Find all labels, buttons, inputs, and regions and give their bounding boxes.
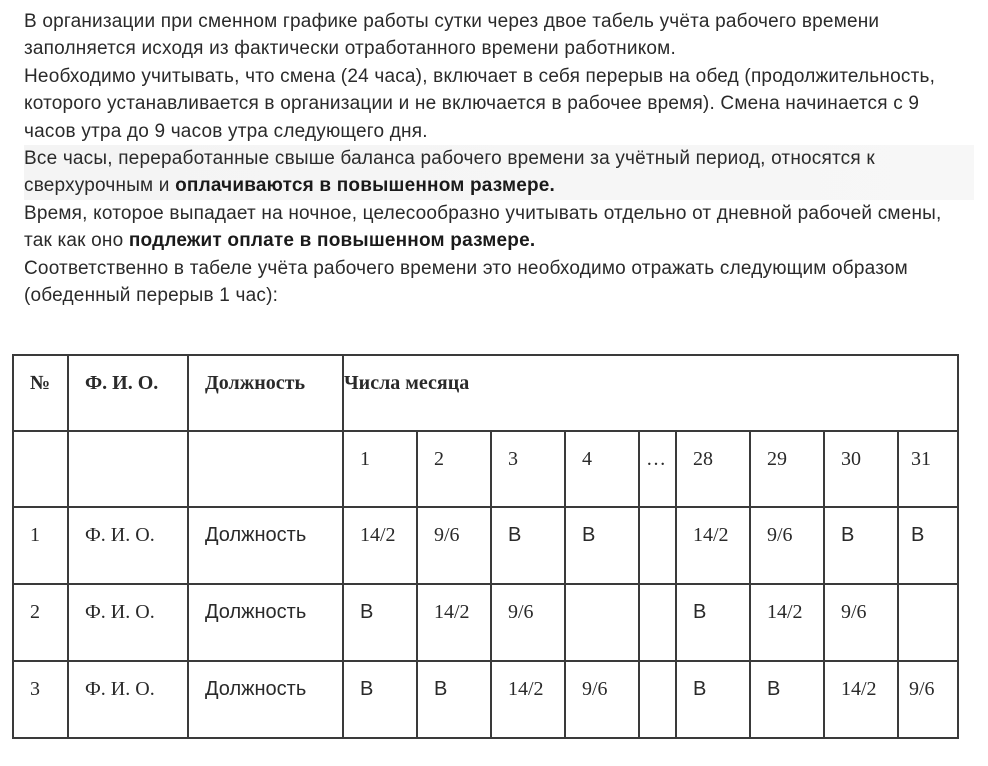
row-cell: В (343, 661, 417, 738)
paragraph-4-bold: подлежит оплате в повышенном размере. (128, 230, 536, 252)
header-days-title: Числа месяца (343, 355, 958, 431)
paragraph-4-text: Время, которое выпадает на ночное, целесообразно учитывать отдельно от дневной рабочей смены, так как оно (24, 202, 942, 252)
header-row (13, 355, 958, 431)
table-row (13, 507, 958, 584)
row-fio: Ф. И. О. (68, 507, 188, 584)
row-cell: 14/2 (676, 507, 750, 584)
paragraph-4 (24, 200, 974, 255)
days-row-empty-num (13, 431, 68, 507)
paragraph-2: Необходимо учитывать, что смена (24 часа), включает в себя перерыв на обед (продолжительность, которого устанавливается в организации и не включается в рабочее время). Смена начинается с 9 часов утра до 9 часов утра следующего дня. (24, 65, 936, 142)
row-cell: 9/6 (750, 507, 824, 584)
day-30: 30 (824, 431, 898, 507)
row-fio: Ф. И. О. (68, 661, 188, 738)
row-cell: В (676, 584, 750, 661)
day-ellipsis: … (639, 431, 676, 507)
row-cell (639, 507, 676, 584)
row-cell: 14/2 (491, 661, 565, 738)
row-cell: 9/6 (417, 507, 491, 584)
row-cell: В (750, 661, 824, 738)
row-cell (898, 584, 958, 661)
row-cell: 9/6 (824, 584, 898, 661)
row-cell: 9/6 (898, 661, 958, 738)
row-cell: 9/6 (565, 661, 639, 738)
table-row (13, 661, 958, 738)
row-cell: 14/2 (824, 661, 898, 738)
day-1: 1 (343, 431, 417, 507)
day-4: 4 (565, 431, 639, 507)
day-29: 29 (750, 431, 824, 507)
row-num: 3 (13, 661, 68, 738)
row-cell (639, 661, 676, 738)
row-position: Должность (188, 507, 343, 584)
day-3: 3 (491, 431, 565, 507)
paragraph-1: В организации при сменном графике работы сутки через двое табель учёта рабочего времени заполняется исходя из фактически отработанного времени работником. (24, 11, 880, 60)
row-cell: В (417, 661, 491, 738)
row-cell: В (824, 507, 898, 584)
row-cell: 14/2 (750, 584, 824, 661)
header-position: Должность (188, 355, 343, 431)
row-cell: В (343, 584, 417, 661)
row-num: 2 (13, 584, 68, 661)
row-cell (565, 584, 639, 661)
header-fio: Ф. И. О. (68, 355, 188, 431)
row-fio: Ф. И. О. (68, 584, 188, 661)
paragraph-3-text: Все часы, переработанные свыше баланса рабочего времени за учётный период, относятся к сверхурочным и (24, 148, 875, 197)
row-cell: В (676, 661, 750, 738)
header-num: № (13, 355, 68, 431)
table-row (13, 584, 958, 661)
paragraph-5: Соответственно в табеле учёта рабочего времени это необходимо отражать следующим образом (обеденный перерыв 1 час): (24, 257, 908, 307)
days-row (13, 431, 958, 507)
row-cell (639, 584, 676, 661)
row-cell: В (491, 507, 565, 584)
intro-text (24, 8, 974, 309)
days-row-empty-position (188, 431, 343, 507)
row-position: Должность (188, 661, 343, 738)
timesheet-table (12, 354, 959, 739)
row-cell: В (898, 507, 958, 584)
row-cell: 14/2 (343, 507, 417, 584)
row-num: 1 (13, 507, 68, 584)
days-row-empty-fio (68, 431, 188, 507)
paragraph-3-bold: оплачиваются в повышенном размере. (175, 175, 556, 197)
day-31: 31 (898, 431, 958, 507)
row-position: Должность (188, 584, 343, 661)
day-28: 28 (676, 431, 750, 507)
paragraph-3 (24, 145, 974, 200)
row-cell: 14/2 (417, 584, 491, 661)
day-2: 2 (417, 431, 491, 507)
row-cell: В (565, 507, 639, 584)
row-cell: 9/6 (491, 584, 565, 661)
